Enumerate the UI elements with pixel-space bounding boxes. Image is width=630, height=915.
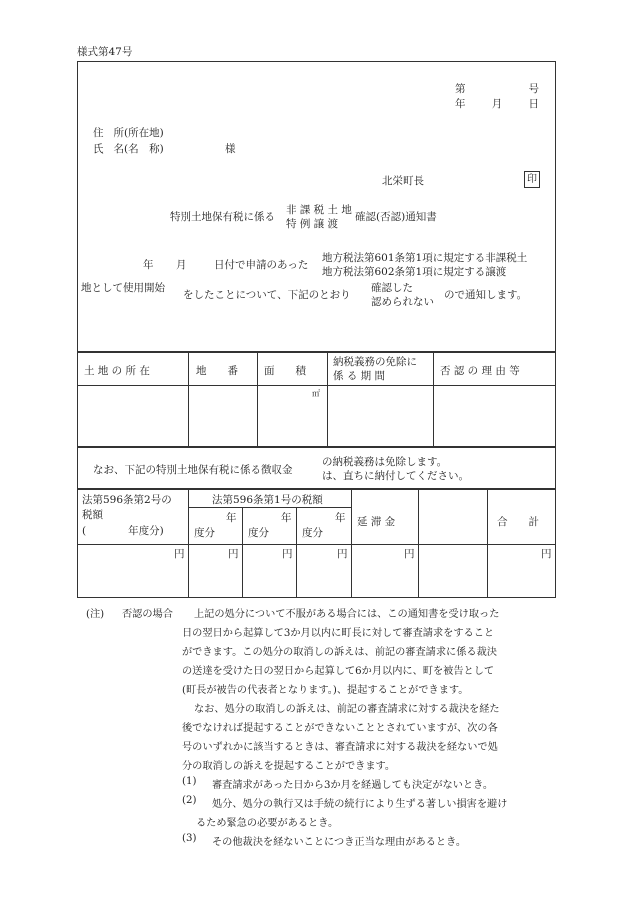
note-line: 号のいずれかに該当するときは、審査請求に対する裁決を経ないで処 (182, 742, 498, 753)
note-line: ができます。この処分の取消しの訴えは、前記の審査請求に係る裁決 (182, 647, 497, 658)
yen-unit: 円 (282, 548, 293, 560)
title-option-specialTransfer: 特 例 譲 渡 (286, 218, 339, 230)
yen-unit: 円 (228, 548, 239, 560)
note-item-text: その他裁決を経ないことにつき正当な理由があるとき。 (212, 837, 467, 848)
year-sub-2: 年 (281, 512, 292, 524)
unit-square-meter: ㎡ (312, 389, 320, 398)
collection-pay-now: は、直ちに納付してください。 (322, 470, 469, 482)
col-art596-2-a: 法第596条第2号の (82, 494, 172, 506)
header-denial-reason: 否 認 の 理 由 等 (440, 365, 520, 377)
note-item-text: るため緊急の必要があるとき。 (196, 818, 339, 829)
note-line: 上記の処分について不服がある場合には、この通知書を受け取った (194, 609, 500, 620)
note-item-text: 処分、処分の執行又は手続の続行により生ずる著しい損害を避け (212, 799, 508, 810)
body-year: 年 (143, 259, 154, 271)
body-law-601: 地方税法第601条第1項に規定する非課税土 (322, 252, 528, 264)
header-area: 面 積 (264, 365, 306, 377)
body-law-602: 地方税法第602条第1項に規定する譲渡 (322, 266, 507, 278)
fiscal-sub-1: 度分 (194, 527, 215, 539)
note-line: 後でなければ提起することができないこととされていますが、次の各 (182, 723, 498, 734)
notes-label: (注) (86, 609, 105, 620)
collection-exempt: の納税義務は免除します。 (322, 456, 448, 468)
yen-unit: 円 (337, 548, 348, 560)
yen-unit: 円 (174, 548, 185, 560)
col-art596-1-header: 法第596条第1号の税額 (212, 494, 323, 506)
note-item-number: (3) (182, 833, 197, 844)
col-art596-2-b: 税額 (82, 509, 103, 521)
address-label: 住 所(所在地) (93, 127, 164, 139)
title-option-nonTaxable: 非 課 税 土 地 (286, 204, 352, 216)
issue-date: 年 月 日 (455, 98, 539, 110)
honorific-sama: 様 (225, 143, 236, 155)
header-lot-number: 地 番 (196, 365, 238, 377)
body-month: 月 (176, 259, 187, 271)
issuer-name: 北栄町長 (382, 175, 424, 187)
note-item-number: (1) (182, 776, 197, 787)
note-line: 分の取消しの訴えを提起することができます。 (182, 761, 396, 772)
fiscal-sub-2: 度分 (248, 527, 269, 539)
note-line: なお、処分の取消しの訴えは、前記の審査請求に対する裁決を経た (194, 704, 500, 715)
note-line: の送達を受けた日の翌日から起算して6か月以内に、町を被告として (182, 666, 495, 677)
note-item-number: (2) (182, 795, 197, 806)
body-confirmed: 確認した (371, 282, 413, 294)
fiscal-sub-3: 度分 (302, 527, 323, 539)
yen-unit: 円 (541, 548, 552, 560)
header-exempt-period-2: 係 る 期 間 (333, 370, 386, 382)
col-art596-2-c: ( 年度分) (82, 525, 164, 537)
note-item-text: 審査請求があった日から3か月を経過しても決定がないとき。 (212, 780, 494, 791)
year-sub-3: 年 (335, 512, 346, 524)
note-line: (町長が被告の代表者となります。)、提起することができます。 (182, 685, 469, 696)
body-applied-date: 日付で申請のあった (214, 259, 309, 271)
reference-number: 第 号 (455, 83, 539, 95)
body-use-start: 地として使用開始 (81, 282, 165, 294)
form-number: 様式第47号 (77, 46, 133, 58)
seal-mark: 印 (524, 171, 540, 188)
title-suffix: 確認(否認)通知書 (355, 211, 437, 223)
body-not-accepted: 認められない (371, 296, 434, 308)
note-line: 日の翌日から起算して3か月以内に町長に対して審査請求をすること (182, 628, 495, 639)
header-location: 土 地 の 所 在 (84, 365, 150, 377)
col-late-fee: 延 滞 金 (357, 516, 396, 528)
collection-lead: なお、下記の特別土地保有税に係る徴収金 (93, 464, 293, 476)
yen-unit: 円 (404, 548, 415, 560)
notes-denial-case: 否認の場合 (122, 609, 173, 620)
body-regarding: をしたことについて、下記のとおり (183, 289, 351, 301)
name-label: 氏 名(名 称) (93, 143, 164, 155)
col-total: 合 計 (497, 516, 539, 528)
header-exempt-period-1: 納税義務の免除に (333, 356, 417, 368)
body-notification: ので通知します。 (444, 289, 528, 301)
year-sub-1: 年 (226, 512, 237, 524)
title-prefix: 特別土地保有税に係る (170, 211, 275, 223)
